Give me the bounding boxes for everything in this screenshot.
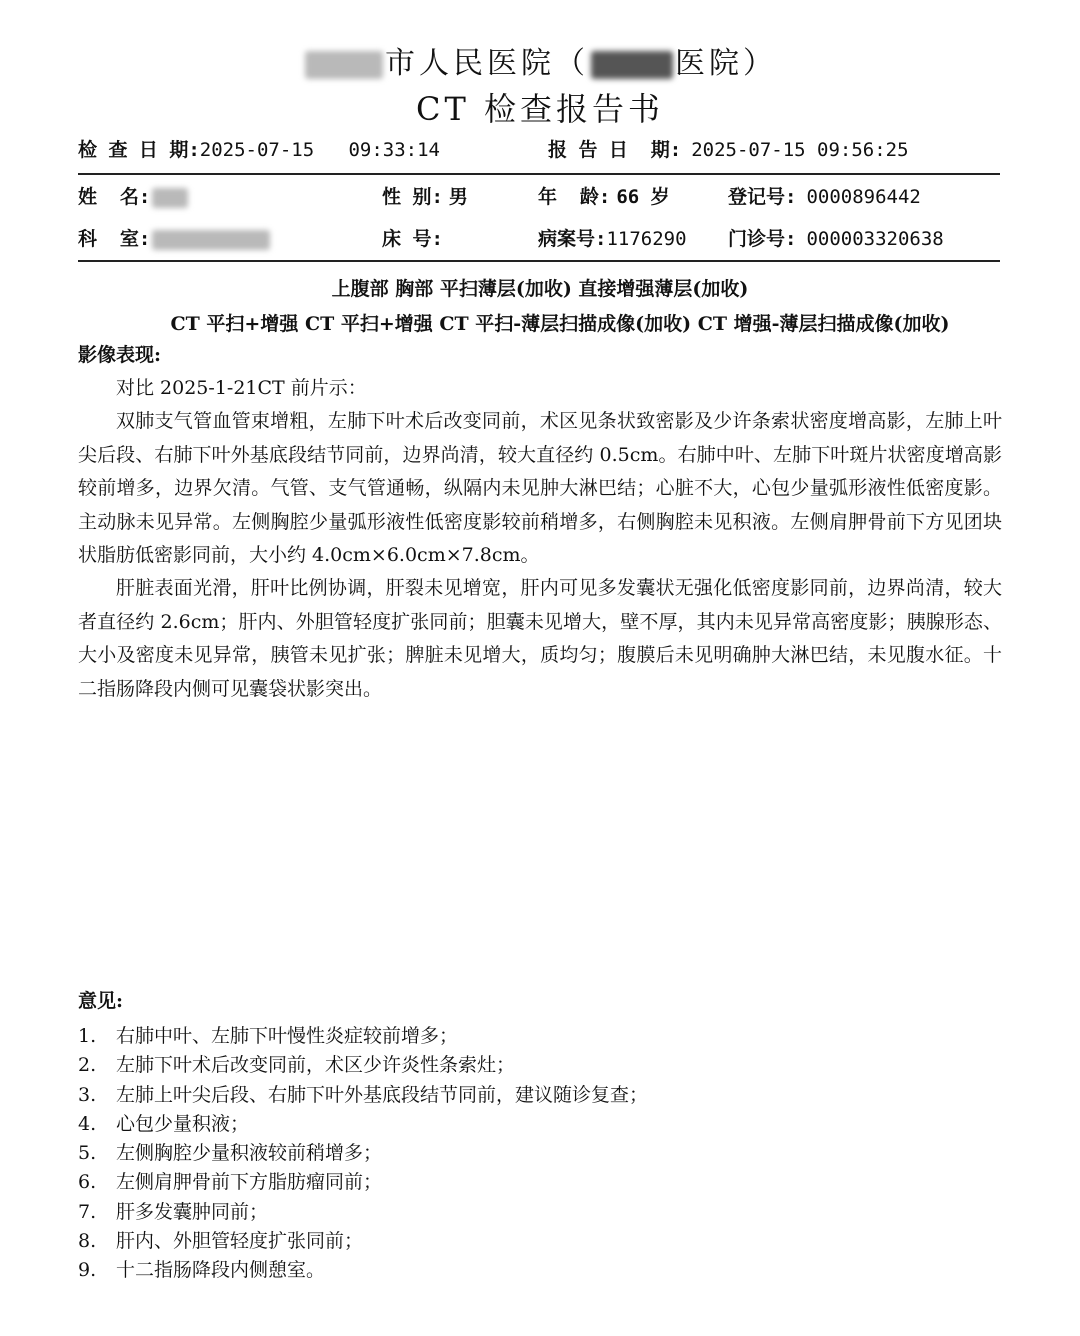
bed-label: 床 号: bbox=[382, 228, 443, 250]
case-label: 病案号: bbox=[538, 228, 607, 250]
imaging-paragraph: 对比 2025-1-21CT 前片示： bbox=[116, 377, 367, 399]
redacted-block bbox=[152, 188, 188, 208]
opinion-item bbox=[78, 1110, 1002, 1139]
opinion-item-number: 4. bbox=[78, 1112, 97, 1135]
opinion-item-number: 7. bbox=[78, 1200, 97, 1223]
department bbox=[78, 226, 270, 252]
redacted-block bbox=[152, 230, 270, 250]
imaging-findings bbox=[78, 372, 1002, 706]
clinic-number bbox=[728, 226, 944, 252]
opinion-item-number: 8. bbox=[78, 1230, 97, 1253]
clinic-value: 000003320638 bbox=[806, 228, 944, 250]
sex-value: 男 bbox=[448, 186, 468, 208]
report-date-label: 报 告 日 期: bbox=[548, 139, 682, 161]
hospital-name-text: 市人民医院（ bbox=[385, 46, 589, 81]
opinion-item bbox=[78, 1168, 1002, 1197]
divider bbox=[78, 173, 1000, 175]
opinion-item-text: 肝多发囊肿同前； bbox=[116, 1200, 269, 1223]
dept-label: 科 室: bbox=[78, 228, 151, 250]
opinion-item-text: 左侧胸腔少量积液较前稍增多； bbox=[116, 1142, 383, 1165]
reg-value: 0000896442 bbox=[806, 186, 921, 208]
redacted-block bbox=[305, 51, 383, 79]
divider bbox=[78, 260, 1000, 262]
exam-date-value: 2025-07-15 09:33:14 bbox=[199, 139, 440, 161]
imaging-paragraph: 双肺支气管血管束增粗，左肺下叶术后改变同前，术区见条状致密影及少许条索状密度增高影，左肺上叶尖后段、右肺下叶外基底段结节同前，边界尚清，较大直径约 0.5cm。右肺中叶、左肺下叶斑片状密度增高影较前增多，边界欠清。气管、支气管通畅，纵隔内未见肿大淋巴结；心脏不大，心包少量弧形液性低密度影。主动脉未见异常。左侧胸腔少量弧形液性低密度影较前稍增多，右侧胸腔未见积液。左侧肩胛骨前下方见团块状脂肪低密影同前，大小约 4.0cm×6.0cm×7.8cm。 bbox=[78, 410, 1002, 567]
registration-number bbox=[728, 184, 921, 210]
bed-number bbox=[382, 226, 443, 252]
opinion-item bbox=[78, 1051, 1002, 1080]
opinion-item-text: 左肺上叶尖后段、右肺下叶外基底段结节同前，建议随诊复查； bbox=[116, 1083, 649, 1106]
opinion-item-number: 5. bbox=[78, 1142, 97, 1165]
opinion-item bbox=[78, 1081, 1002, 1110]
exam-date-label: 检 查 日 期: bbox=[78, 139, 200, 161]
case-value: 1176290 bbox=[606, 228, 687, 250]
redacted-block bbox=[591, 51, 673, 79]
sex-label: 性 别: bbox=[382, 186, 443, 208]
reg-label: 登记号: bbox=[728, 186, 797, 208]
opinion-item-text: 肝内、外胆管轻度扩张同前； bbox=[116, 1230, 364, 1253]
opinion-item bbox=[78, 1198, 1002, 1227]
opinion-label: 意见: bbox=[78, 990, 124, 1012]
report-date bbox=[548, 137, 909, 163]
opinion-item-number: 6. bbox=[78, 1171, 97, 1194]
name-label: 姓 名: bbox=[78, 186, 151, 208]
report-title: CT 检查报告书 bbox=[415, 90, 664, 128]
opinion-item-number: 2. bbox=[78, 1054, 97, 1077]
report-date-value: 2025-07-15 09:56:25 bbox=[691, 139, 909, 161]
opinion-item-number: 1. bbox=[78, 1025, 97, 1047]
hospital-name bbox=[0, 42, 1080, 86]
opinion-item bbox=[78, 1227, 1002, 1256]
opinion-list bbox=[78, 1022, 1002, 1286]
opinion-item-text: 十二指肠降段内侧憩室。 bbox=[116, 1259, 326, 1282]
opinion-item-text: 左肺下叶术后改变同前，术区少许炎性条索灶； bbox=[116, 1054, 516, 1077]
patient-name bbox=[78, 184, 188, 210]
imaging-paragraph: 肝脏表面光滑，肝叶比例协调，肝裂未见增宽，肝内可见多发囊状无强化低密度影同前，边界尚清，较大者直径约 2.6cm；肝内、外胆管轻度扩张同前；胆囊未见增大，壁不厚，其内未见异常高密度影；胰腺形态、大小及密度未见异常，胰管未见扩张；脾脏未见增大，质均匀；腹膜后未见明确肿大淋巴结，未见腹水征。十二指肠降段内侧可见囊袋状影突出。 bbox=[78, 577, 1002, 700]
opinion-item-text: 心包少量积液； bbox=[116, 1112, 250, 1135]
imaging-label: 影像表现: bbox=[78, 344, 162, 366]
opinion-item bbox=[78, 1256, 1002, 1285]
patient-age bbox=[538, 184, 670, 210]
opinion-item-text: 左侧肩胛骨前下方脂肪瘤同前； bbox=[116, 1171, 383, 1194]
exam-date bbox=[78, 137, 440, 163]
age-value: 66 岁 bbox=[616, 186, 670, 208]
case-number bbox=[538, 226, 687, 252]
opinion-item bbox=[78, 1139, 1002, 1168]
exam-part: 上腹部 胸部 平扫薄层(加收) 直接增强薄层(加收) bbox=[331, 278, 749, 300]
opinion-item-number: 9. bbox=[78, 1259, 97, 1282]
clinic-label: 门诊号: bbox=[728, 228, 797, 250]
opinion-item bbox=[78, 1022, 1002, 1051]
age-label: 年 龄: bbox=[538, 186, 611, 208]
patient-sex bbox=[382, 184, 468, 210]
exam-methods: CT 平扫+增强 CT 平扫+增强 CT 平扫-薄层扫描成像(加收) CT 增强-薄层扫描成像(加收) bbox=[170, 313, 950, 335]
opinion-item-number: 3. bbox=[78, 1083, 97, 1106]
opinion-item-text: 右肺中叶、左肺下叶慢性炎症较前增多； bbox=[116, 1025, 459, 1047]
hospital-subname-text: 医院） bbox=[675, 46, 777, 81]
